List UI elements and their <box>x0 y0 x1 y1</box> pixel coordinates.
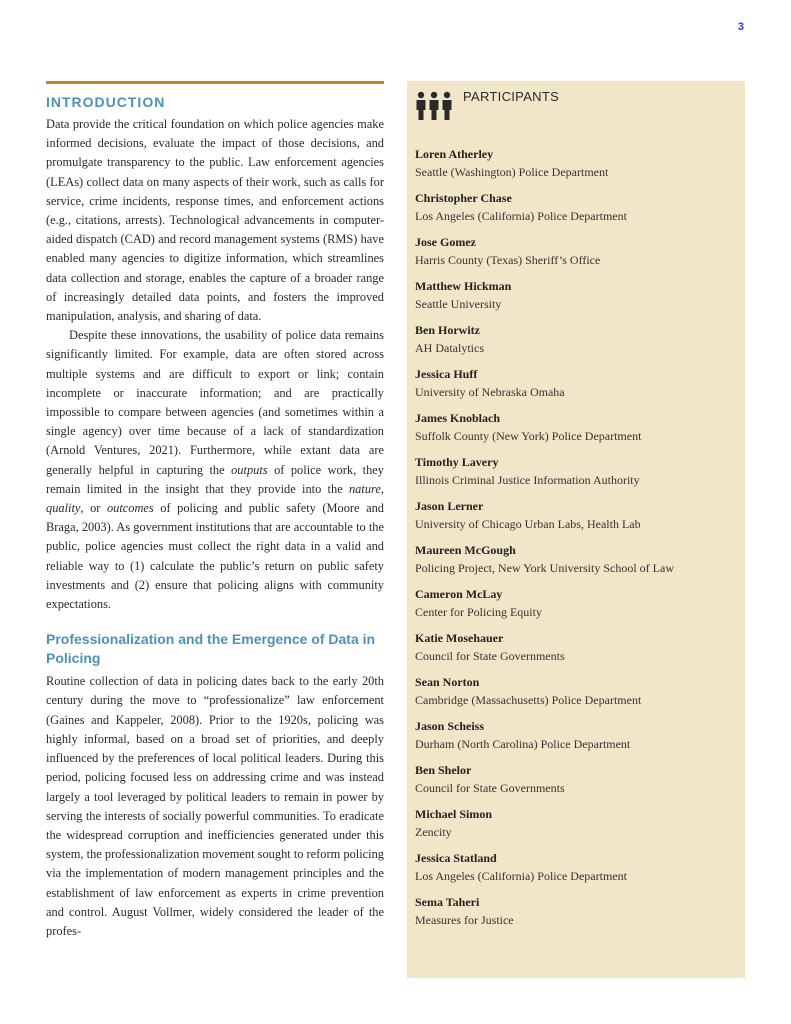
intro-paragraph-2-part-3: of policing and public safety (Moore and Braga, 2003). As government institutions that are accountable to the public, police agencies must collect the right data in a valid and reliable way to (1) calculate the public’s return on public safety investments and (2) ensure that policing aligns with community expectations. <box>46 501 384 612</box>
participant-item <box>415 586 737 630</box>
participant-organization: Los Angeles (California) Police Department <box>415 869 627 883</box>
intro-paragraph-1: Data provide the critical foundation on which police agencies make informed decisions, evaluate the impact of those decisions, and promulgate transparency to the public. Law enforcement agencies (LEAs) collect data on many aspects of their work, such as calls for service, crime incidents, response times, and enforcement actions (e.g., citations, arrests). Technological advancements in computer-aided dispatch (CAD) and record management systems (RMS) have enabled many agencies to digitize information, which streamlines data collection and storage, enables the capture of a broader range of increasingly detailed data points, and fosters the improved manipulation, analysis, and sharing of data. <box>46 117 384 324</box>
intro-paragraph-2 <box>46 326 384 614</box>
participant-organization: Center for Policing Equity <box>415 605 542 619</box>
people-icon <box>415 91 453 121</box>
participant-name: Matthew Hickman <box>415 279 512 293</box>
participant-organization: Council for State Governments <box>415 781 565 795</box>
section-rule <box>46 81 384 84</box>
participant-item <box>415 894 737 938</box>
participant-name: Ben Horwitz <box>415 323 480 337</box>
participant-item <box>415 322 737 366</box>
emphasis-nature: nature <box>348 481 381 496</box>
participant-item <box>415 498 737 542</box>
participant-item <box>415 674 737 718</box>
participant-item <box>415 366 737 410</box>
participant-item <box>415 190 737 234</box>
participant-organization: University of Chicago Urban Labs, Health Lab <box>415 517 641 531</box>
connector-comma: , <box>380 481 384 496</box>
participant-name: Jessica Huff <box>415 367 478 381</box>
participant-item <box>415 454 737 498</box>
main-column <box>46 81 384 941</box>
participant-name: Jose Gomez <box>415 235 476 249</box>
participant-name: Maureen McGough <box>415 543 516 557</box>
participant-name: Cameron McLay <box>415 587 503 601</box>
professionalization-paragraph: Routine collection of data in policing dates back to the early 20th century during the move to “professionalize” law enforcement (Gaines and Kappeler, 2008). Prior to the 1920s, policing was highly informal, based on a broad set of priorities, and deeply influenced by the preferences of local political leaders. During this period, policing focused less on addressing crime and was instead largely a tool leveraged by political leaders to remain in power by serving the interests of socially powerful communities. To eradicate the widespread corruption and inefficiencies generated under this system, the professionalization movement sought to reform policing via the implementation of modern management principles and the establishment of law enforcement as experts in crime prevention and control. August Vollmer, widely considered the leader of the profes- <box>46 674 384 938</box>
participant-item <box>415 718 737 762</box>
participant-name: Sean Norton <box>415 675 480 689</box>
intro-paragraph-2-part-2: of police work, they remain limited in the insight that they provide into the <box>46 462 384 496</box>
participant-organization: University of Nebraska Omaha <box>415 385 565 399</box>
participant-organization: Council for State Governments <box>415 649 565 663</box>
participant-item <box>415 278 737 322</box>
participant-organization: Los Angeles (California) Police Department <box>415 209 627 223</box>
participant-organization: Cambridge (Massachusetts) Police Department <box>415 693 642 707</box>
participant-item <box>415 234 737 278</box>
participant-name: Michael Simon <box>415 807 492 821</box>
participant-item <box>415 806 737 850</box>
participant-name: Jason Lerner <box>415 499 484 513</box>
professionalization-heading: Professionalization and the Emergence of Data in Policing <box>46 631 376 667</box>
participant-organization: Seattle (Washington) Police Department <box>415 165 609 179</box>
sidebar-header <box>415 89 735 129</box>
emphasis-quality: quality <box>46 501 81 516</box>
participant-name: Ben Shelor <box>415 763 472 777</box>
participant-name: Loren Atherley <box>415 147 494 161</box>
participant-item <box>415 146 737 190</box>
participant-item <box>415 850 737 894</box>
intro-paragraph-2-part-1: Despite these innovations, the usability of police data remains significantly limited. For example, data are often stored across multiple systems and are difficult to export or link; contain incomplete or inaccurate information; and are practically impossible to compare between agencies (and sometimes within a single agency) over time because of a lack of standardization (Arnold Ventures, 2021). Furthermore, while extant data are generally helpful in capturing the <box>46 328 384 477</box>
participant-organization: Seattle University <box>415 297 502 311</box>
participant-organization: Illinois Criminal Justice Information Authority <box>415 473 640 487</box>
sidebar-title: PARTICIPANTS <box>463 89 560 104</box>
participant-organization: Measures for Justice <box>415 913 514 927</box>
participant-name: Jason Scheiss <box>415 719 485 733</box>
participant-item <box>415 542 737 586</box>
participant-organization: Suffolk County (New York) Police Department <box>415 429 642 443</box>
participant-organization: Durham (North Carolina) Police Department <box>415 737 631 751</box>
connector-or: , or <box>80 501 107 516</box>
participant-list <box>415 146 737 938</box>
introduction-heading: INTRODUCTION <box>46 94 166 110</box>
emphasis-outputs: outputs <box>231 462 268 477</box>
participant-organization: Zencity <box>415 825 452 839</box>
participant-item <box>415 762 737 806</box>
participant-name: Sema Taheri <box>415 895 480 909</box>
page-number: 3 <box>737 21 744 33</box>
emphasis-outcomes: outcomes <box>106 501 154 516</box>
participant-organization: AH Datalytics <box>415 341 484 355</box>
participant-item <box>415 410 737 454</box>
participant-name: Christopher Chase <box>415 191 512 205</box>
participant-organization: Harris County (Texas) Sheriff’s Office <box>415 253 601 267</box>
participant-name: James Knoblach <box>415 411 501 425</box>
participants-sidebar <box>407 81 745 978</box>
participant-name: Katie Mosehauer <box>415 631 504 645</box>
participant-organization: Policing Project, New York University School of Law <box>415 561 674 575</box>
participant-name: Timothy Lavery <box>415 455 499 469</box>
participant-name: Jessica Statland <box>415 851 497 865</box>
participant-item <box>415 630 737 674</box>
